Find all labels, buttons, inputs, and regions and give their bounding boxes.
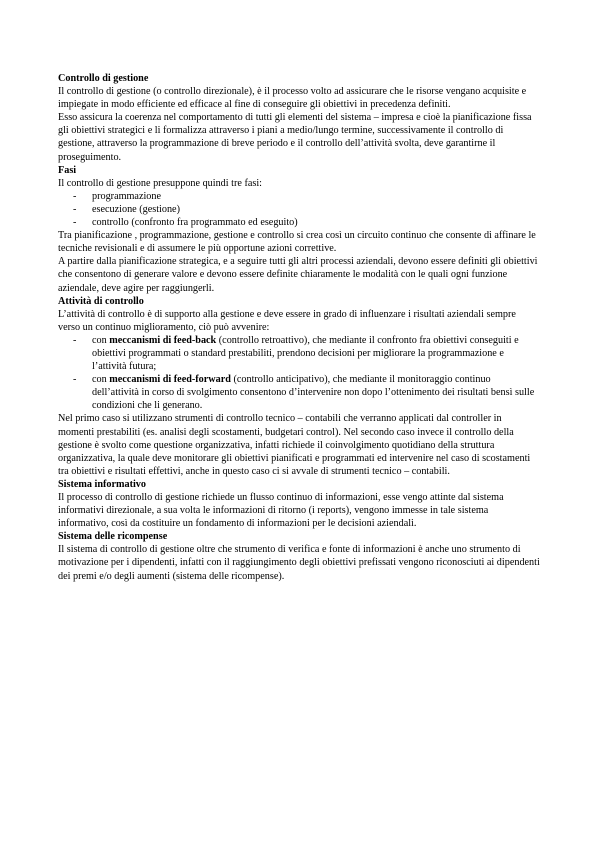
list-item bbox=[58, 334, 540, 373]
paragraph: Nel primo caso si utilizzano strumenti di controllo tecnico – contabili che verranno applicati dal controller in momenti prestabiliti (es. analisi degli scostamenti, budgetari control). Nel secondo caso invece il controllo della gestione è svolto come questione organizzativa, infatti richiede il coinvolgimento quotidiano della struttura organizzativa, la quale deve monitorare gli obiettivi pianificati e programmati ed intervenire nel caso di scostamenti tra obiettivi e risultati effettivi, anche in questo caso ci si avvale di strumenti tecnico – contabili. bbox=[58, 413, 531, 477]
paragraph: A partire dalla pianificazione strategica, e a seguire tutti gli altri processi aziendali, devono essere definiti gli obiettivi che consentono di generare valore e devono essere definite chiaramente le modalità con le quali ogni funzione aziendale, deve agire per raggiungerli. bbox=[58, 256, 538, 294]
paragraph: Il controllo di gestione (o controllo direzionale), è il processo volto ad assicurare che le risorse vengano acquisite e impiegate in modo efficiente ed efficace al fine di conseguire gli obiettivi in precedenza definiti. bbox=[58, 86, 527, 111]
list-item-bold: meccanismi di feed-forward bbox=[109, 374, 231, 386]
phases-list bbox=[58, 190, 540, 229]
list-dash: - bbox=[73, 334, 77, 346]
list-item-bold: meccanismi di feed-back bbox=[109, 334, 217, 346]
control-mechanisms-list bbox=[58, 334, 540, 413]
list-dash: - bbox=[73, 203, 77, 215]
section-heading-fasi: Fasi bbox=[58, 164, 77, 176]
section-heading-sistema-informativo: Sistema informativo bbox=[58, 478, 146, 490]
paragraph: Il controllo di gestione presuppone quindi tre fasi: bbox=[58, 177, 262, 189]
list-dash: - bbox=[73, 217, 77, 229]
list-item-text: controllo (confronto fra programmato ed eseguito) bbox=[92, 217, 298, 229]
paragraph: Tra pianificazione , programmazione, gestione e controllo si crea così un circuito continuo che consente di affinare le tecniche revisionali e di assumere le più opportune azioni correttive. bbox=[58, 230, 536, 255]
document-page bbox=[58, 72, 540, 583]
list-item bbox=[58, 190, 540, 203]
list-dash: - bbox=[73, 374, 77, 386]
list-item bbox=[58, 216, 540, 229]
list-item-post: (controllo retroattivo), che mediante il confronto fra obiettivi conseguiti e obiettivi programmati o standard prestabiliti, prendono decisioni per migliorare la programmazione e l’attività futura; bbox=[92, 334, 519, 373]
list-item-text: esecuzione (gestione) bbox=[92, 203, 180, 215]
list-item-post: (controllo anticipativo), che mediante il monitoraggio continuo dell’attività in corso di svolgimento consentono d’intervenire non dopo l’ottenimento dei risultati bensì sulle condizioni che li generano. bbox=[92, 374, 535, 412]
section-heading-attivita-di-controllo: Attività di controllo bbox=[58, 295, 144, 307]
list-item bbox=[58, 373, 540, 412]
list-item-text: programmazione bbox=[92, 190, 162, 202]
list-item-pre: con bbox=[92, 334, 110, 346]
section-heading-controllo-di-gestione: Controllo di gestione bbox=[58, 73, 149, 84]
paragraph: L’attività di controllo è di supporto alla gestione e deve essere in grado di influenzare i risultati aziendali sempre verso un continuo miglioramento, ciò può avvenire: bbox=[58, 308, 516, 333]
list-item-pre: con bbox=[92, 374, 110, 386]
paragraph: Esso assicura la coerenza nel comportamento di tutti gli elementi del sistema – impresa e cioè la pianificazione fissa gli obiettivi strategici e li formalizza attraverso i piani a medio/lungo termine, successivamente il controllo di gestione, attraverso la programmazione di breve periodo e il controllo dell’attività svolta, deve garantirne il proseguimento. bbox=[58, 112, 532, 163]
list-item bbox=[58, 203, 540, 216]
list-dash: - bbox=[73, 190, 77, 202]
paragraph: Il sistema di controllo di gestione oltre che strumento di verifica e fonte di informazioni è anche uno strumento di motivazione per i dipendenti, infatti con il raggiungimento degli obiettivi prefissati vengono riconosciuti ai dipendenti dei premi e/o degli aumenti (sistema delle ricompense). bbox=[58, 544, 540, 582]
paragraph: Il processo di controllo di gestione richiede un flusso continuo di informazioni, esse vengo attinte dal sistema informativi direzionale, a sua volta le informazioni di ritorno (i reports), vengono immesse in tale sistema informativo, così da costituire un fondamento di informazioni per le decisioni aziendali. bbox=[58, 492, 504, 530]
section-heading-sistema-delle-ricompense: Sistema delle ricompense bbox=[58, 531, 168, 543]
